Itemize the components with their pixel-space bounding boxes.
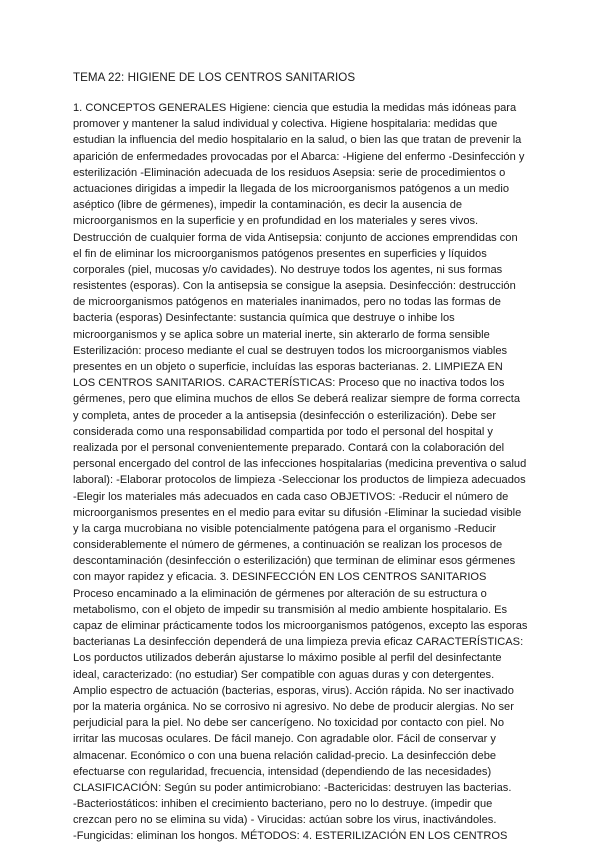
- body-line: de microorganismos patógenos en materiales inanimados, pero no todas las formas de: [73, 296, 501, 309]
- body-line: y la carga mucrobiana no visible potencialmente patógena para el organismo -Reducir: [73, 522, 497, 535]
- body-line: promover y mantener la salud individual y colectiva. Higiene hospitalaria: medidas que: [73, 118, 498, 131]
- body-line: microorganismos presentes en el medio para evitar su difusión -Eliminar la suciedad visible: [73, 506, 522, 519]
- body-line: bacterianas La desinfección dependerá de una limpieza previa eficaz CARACTERÍSTICAS:: [73, 636, 524, 649]
- body-line: bacteria (esporas) Desinfectante: sustancia química que destruye o inhibe los: [73, 312, 455, 325]
- body-line: presentes en un objeto o superficie, incluídas las esporas bacterianas. 2. LIMPIEZA EN: [73, 361, 503, 373]
- body-line: microorganismos en la superficie y en profundidad en los materiales y seres vivos.: [73, 215, 479, 228]
- body-line: -Fungicidas: eliminan los hongos. MÉTODOS: 4. ESTERILIZACIÓN EN LOS CENTROS: [73, 830, 508, 843]
- body-line: metabolismo, con el objeto de impedir su transmisión al medio ambiente hospitalario. Es: [73, 603, 508, 616]
- document-title: TEMA 22: HIGIENE DE LOS CENTROS SANITARIOS: [73, 71, 356, 84]
- body-line: Los porductos utilizados deberán ajustarse lo máximo posible al perfil del desinfectante: [73, 652, 502, 665]
- body-line: irritar las mucosas oculares. De fácil manejo. Con agradable olor. Fácil de conservar y: [73, 733, 496, 746]
- body-line: Amplio espectro de actuación (bacterias, esporas, virus). Acción rápida. No ser inactivado: [73, 684, 514, 697]
- body-line: -Elegir los materiales más adecuados en cada caso OBJETIVOS: -Reducir el número de: [73, 490, 509, 503]
- body-line: corporales (piel, mucosas y/o cavidades). No destruye todos los agentes, ni sus formas: [73, 263, 503, 276]
- body-line: descontaminación (desinfección o esterilización) que terminan de eliminar esos gérmenes: [73, 555, 516, 568]
- body-line: Esterilización: proceso mediante el cual se destruyen todos los microorganismos viables: [73, 344, 508, 357]
- body-line: Destrucción de cualquier forma de vida Antisepsia: conjunto de acciones emprendidas con: [73, 231, 518, 244]
- body-line: perjudicial para la piel. No debe ser cancerígeno. No toxicidad por contacto con piel. No: [73, 717, 505, 730]
- body-line: Proceso encaminado a la eliminación de gérmenes por alteración de su estructura o: [73, 587, 487, 600]
- body-line: el fin de eliminar los microorganismos patógenos presentes en superficies y líquidos: [73, 247, 487, 260]
- body-line: crezcan pero no se elimina su vida) - Virucidas: actúan sobre los virus, inactivándoles.: [73, 814, 497, 827]
- body-line: microorganismos y se aplica sobre un material inerte, sin akterarlo de forma sensible: [73, 328, 490, 341]
- body-line: y completa, antes de proceder a la antisepsia (desinfección o esterilización). Debe ser: [73, 409, 497, 422]
- body-line: LOS CENTROS SANITARIOS. CARACTERÍSTICAS: Proceso que no inactiva todos los: [73, 377, 505, 390]
- body-line: gérmenes, pero que elimina muchos de ellos Se deberá realizar siempre de forma correcta: [73, 393, 521, 406]
- body-line: -Bacteriostáticos: inhiben el crecimiento bacteriano, pero no lo destruye. (impedir que: [73, 798, 493, 811]
- body-line: con mayor rapidez y eficacia. 3. DESINFECCIÓN EN LOS CENTROS SANITARIOS: [73, 571, 487, 584]
- body-line: almacenar. Económico o con una buena relación calidad-precio. La desinfección debe: [73, 749, 497, 762]
- body-line: actuaciones dirigidas a impedir la llegada de los microorganismos patógenos a un medio: [73, 182, 509, 195]
- body-line: CLASIFICACIÓN: Según su poder antimicrobiano: -Bactericidas: destruyen las bacterias.: [73, 781, 512, 794]
- body-line: capaz de eliminar prácticamente todos los microorganismos patógenos, excepto las esporas: [73, 620, 528, 632]
- body-line: efectuarse con regularidad, frecuencia, intensidad (dependiendo de las necesidades): [73, 765, 492, 778]
- body-line: personal encergado del control de las infecciones hospitalarias (medicina preventiva o salud: [73, 458, 527, 471]
- body-line: por la materia orgánica. No se corrosivo ni agresivo. No debe de producir alergias. No ser: [73, 700, 514, 713]
- body-line: aparición de enfermedades provocadas por el Abarca: -Higiene del enfermo -Desinfección y: [73, 150, 525, 163]
- body-line: laboral): -Elaborar protocolos de limpieza -Seleccionar los productos de limpieza adecuados: [73, 474, 526, 487]
- body-line: 1. CONCEPTOS GENERALES Higiene: ciencia que estudia la medidas más idóneas para: [73, 102, 517, 114]
- body-line: ideal, caracterizado: (no estudiar) Ser compatible con aguas duras y con detergentes.: [73, 668, 495, 681]
- body-line: esterilización -Eliminación adecuada de los residuos Asepsia: serie de procedimientos o: [73, 166, 506, 179]
- body-line: estudian la influencia del medio hospitalario en la salud, o bien las que tratan de prevenir la: [73, 134, 522, 147]
- body-line: considerablemente el número de gérmenes, a continuación se realizan los procesos de: [73, 539, 503, 552]
- body-line: realizada por el personal convenientemente preparado. Contará con la colaboración del: [73, 441, 505, 454]
- body-line: resistentes (esporas). Con la antisepsia se consigue la asepsia. Desinfección: destrucción: [73, 280, 516, 293]
- body-line: considerada como una responsabilidad compartida por todo el personal del hospital y: [73, 425, 493, 438]
- body-line: aséptico (libre de gérmenes), impedir la contaminación, es decir la ausencia de: [73, 199, 463, 212]
- document-body: [73, 100, 543, 845]
